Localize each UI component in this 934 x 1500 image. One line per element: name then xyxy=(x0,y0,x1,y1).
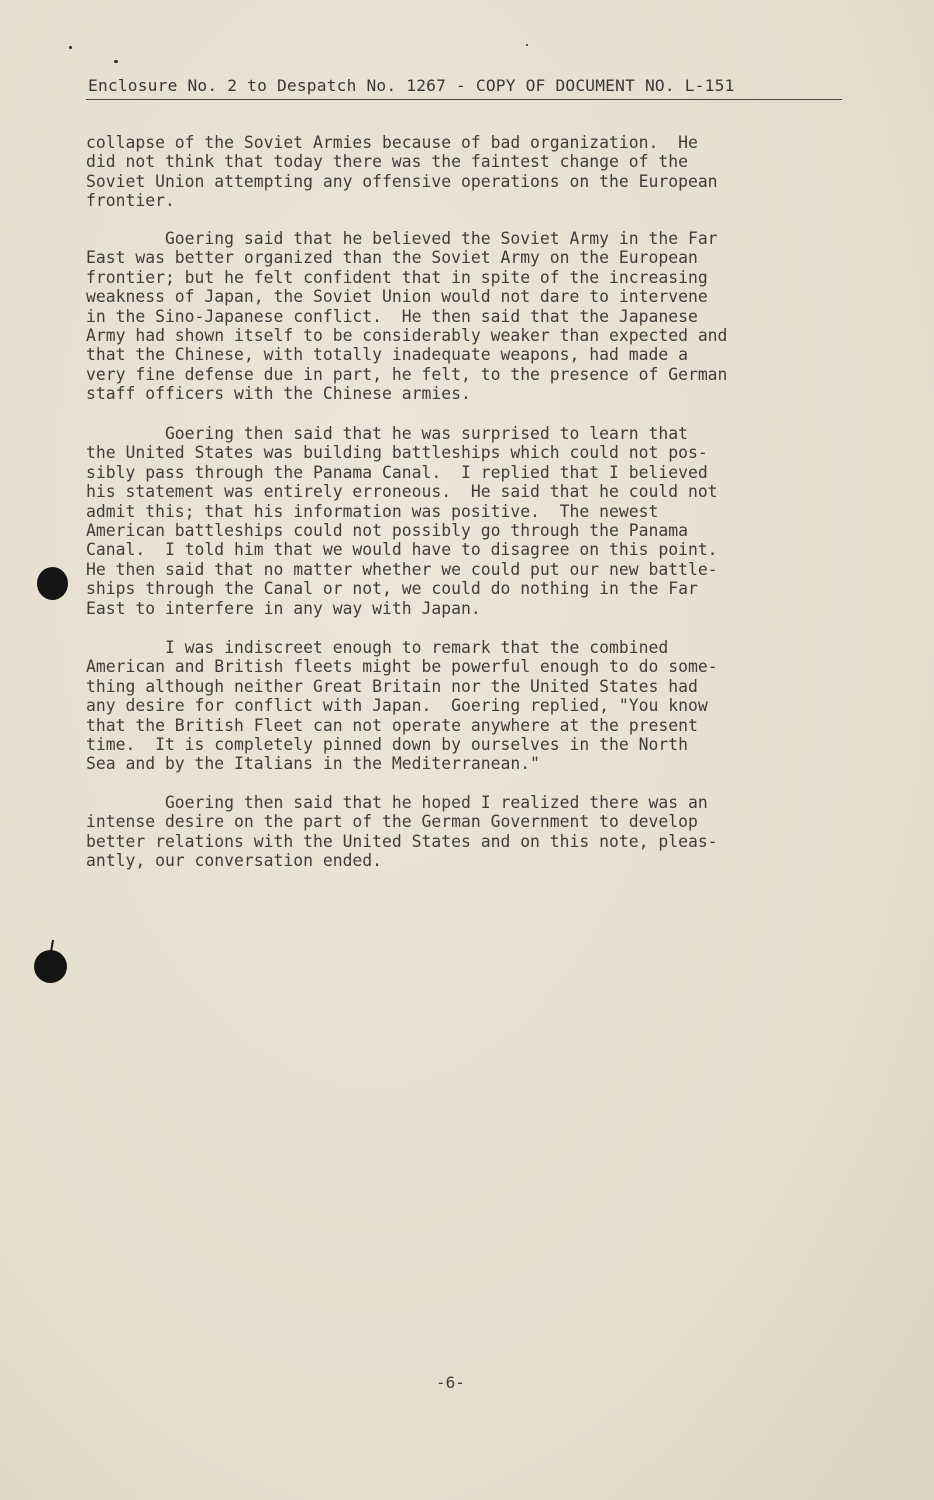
punch-hole xyxy=(37,567,68,600)
ink-speck xyxy=(69,46,72,49)
paragraph-3: Goering then said that he was surprised to learn that the United States was building battleships which could not pos- sibly pass through the Panama Canal. I replied that I believed his statement was entirely erroneous. He said that he could not admit this; that his information was positive. The newest American battleships could not possibly go through the Panama Canal. I told him that we would have to disagree on this point. He then said that no matter whether we could put our new battle- ships through the Canal or not, we could do nothing in the Far East to interfere in any way with Japan. xyxy=(86,424,718,618)
punch-hole xyxy=(34,950,67,983)
paragraph-1: collapse of the Soviet Armies because of bad organization. He did not think that today there was the faintest change of the Soviet Union attempting any offensive operations on the European frontier. xyxy=(86,133,718,211)
paragraph-4: I was indiscreet enough to remark that the combined American and British fleets might be powerful enough to do some- thing although neither Great Britain nor the United States had any desire for conflict with Japan. Goering replied, "You know that the British Fleet can not operate anywhere at the present time. It is completely pinned down by ourselves in the North Sea and by the Italians in the Mediterranean." xyxy=(86,638,718,774)
header-underline xyxy=(86,99,842,100)
paragraph-5: Goering then said that he hoped I realized there was an intense desire on the part of the German Government to develop better relations with the United States and on this note, pleas- antly, our conversation ended. xyxy=(86,793,718,871)
page-number: -6- xyxy=(436,1373,465,1392)
paragraph-2: Goering said that he believed the Soviet Army in the Far East was better organized than the Soviet Army on the European frontier; but he felt confident that in spite of the increasing weakness of Japan, the Soviet Union would not dare to intervene in the Sino-Japanese conflict. He then said that the Japanese Army had shown itself to be considerably weaker than expected and that the Chinese, with totally inadequate weapons, had made a very fine defense due in part, he felt, to the presence of German staff officers with the Chinese armies. xyxy=(86,229,728,404)
ink-speck xyxy=(526,44,528,46)
ink-speck xyxy=(114,60,118,63)
document-header: Enclosure No. 2 to Despatch No. 1267 - COPY OF DOCUMENT NO. L-151 xyxy=(88,76,735,95)
